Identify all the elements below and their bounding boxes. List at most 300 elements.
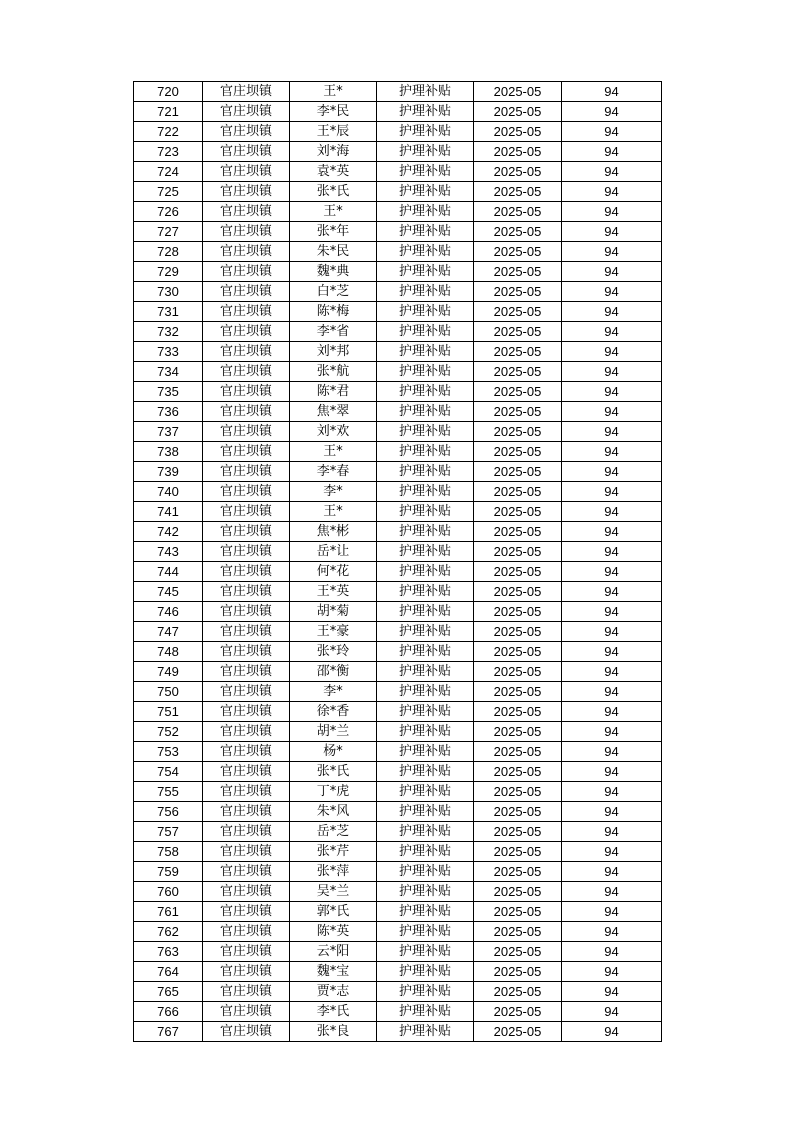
subsidy-type-cell: 护理补贴 [377,782,474,802]
amount-cell: 94 [562,902,662,922]
town-cell: 官庄坝镇 [203,482,290,502]
subsidy-type-cell: 护理补贴 [377,762,474,782]
recipient-name-cell: 陈*君 [290,382,377,402]
row-number-cell: 733 [134,342,203,362]
town-cell: 官庄坝镇 [203,622,290,642]
subsidy-type-cell: 护理补贴 [377,902,474,922]
recipient-name-cell: 王* [290,442,377,462]
month-cell: 2025-05 [474,182,562,202]
recipient-name-cell: 丁*虎 [290,782,377,802]
recipient-name-cell: 陈*梅 [290,302,377,322]
row-number-cell: 738 [134,442,203,462]
table-row [134,302,662,322]
subsidy-type-cell: 护理补贴 [377,942,474,962]
table-row [134,422,662,442]
amount-cell: 94 [562,462,662,482]
recipient-name-cell: 刘*海 [290,142,377,162]
subsidy-type-cell: 护理补贴 [377,1022,474,1042]
row-number-cell: 740 [134,482,203,502]
amount-cell: 94 [562,162,662,182]
subsidy-type-cell: 护理补贴 [377,962,474,982]
row-number-cell: 760 [134,882,203,902]
town-cell: 官庄坝镇 [203,1002,290,1022]
subsidy-type-cell: 护理补贴 [377,322,474,342]
recipient-name-cell: 岳*让 [290,542,377,562]
amount-cell: 94 [562,762,662,782]
row-number-cell: 732 [134,322,203,342]
town-cell: 官庄坝镇 [203,702,290,722]
recipient-name-cell: 魏*宝 [290,962,377,982]
table-row [134,142,662,162]
row-number-cell: 736 [134,402,203,422]
month-cell: 2025-05 [474,642,562,662]
recipient-name-cell: 袁*英 [290,162,377,182]
amount-cell: 94 [562,542,662,562]
town-cell: 官庄坝镇 [203,522,290,542]
subsidy-type-cell: 护理补贴 [377,402,474,422]
row-number-cell: 739 [134,462,203,482]
table-row [134,482,662,502]
town-cell: 官庄坝镇 [203,742,290,762]
town-cell: 官庄坝镇 [203,342,290,362]
subsidy-type-cell: 护理补贴 [377,982,474,1002]
row-number-cell: 757 [134,822,203,842]
amount-cell: 94 [562,782,662,802]
subsidy-type-cell: 护理补贴 [377,802,474,822]
row-number-cell: 753 [134,742,203,762]
month-cell: 2025-05 [474,982,562,1002]
month-cell: 2025-05 [474,762,562,782]
recipient-name-cell: 胡*菊 [290,602,377,622]
table-row [134,902,662,922]
month-cell: 2025-05 [474,962,562,982]
month-cell: 2025-05 [474,262,562,282]
row-number-cell: 748 [134,642,203,662]
month-cell: 2025-05 [474,842,562,862]
table-row [134,602,662,622]
recipient-name-cell: 岳*芝 [290,822,377,842]
month-cell: 2025-05 [474,1002,562,1022]
recipient-name-cell: 张*玲 [290,642,377,662]
town-cell: 官庄坝镇 [203,102,290,122]
recipient-name-cell: 魏*典 [290,262,377,282]
subsidy-type-cell: 护理补贴 [377,382,474,402]
town-cell: 官庄坝镇 [203,202,290,222]
subsidy-type-cell: 护理补贴 [377,542,474,562]
row-number-cell: 751 [134,702,203,722]
month-cell: 2025-05 [474,662,562,682]
month-cell: 2025-05 [474,202,562,222]
subsidy-type-cell: 护理补贴 [377,682,474,702]
table-row [134,342,662,362]
recipient-name-cell: 刘*邦 [290,342,377,362]
amount-cell: 94 [562,522,662,542]
subsidy-type-cell: 护理补贴 [377,222,474,242]
month-cell: 2025-05 [474,782,562,802]
amount-cell: 94 [562,262,662,282]
town-cell: 官庄坝镇 [203,162,290,182]
town-cell: 官庄坝镇 [203,582,290,602]
month-cell: 2025-05 [474,542,562,562]
amount-cell: 94 [562,962,662,982]
table-row [134,942,662,962]
month-cell: 2025-05 [474,462,562,482]
row-number-cell: 762 [134,922,203,942]
subsidy-type-cell: 护理补贴 [377,522,474,542]
town-cell: 官庄坝镇 [203,282,290,302]
table-row [134,82,662,102]
table-row [134,642,662,662]
month-cell: 2025-05 [474,402,562,422]
town-cell: 官庄坝镇 [203,882,290,902]
month-cell: 2025-05 [474,822,562,842]
amount-cell: 94 [562,582,662,602]
recipient-name-cell: 杨* [290,742,377,762]
month-cell: 2025-05 [474,382,562,402]
table-row [134,442,662,462]
town-cell: 官庄坝镇 [203,382,290,402]
amount-cell: 94 [562,102,662,122]
table-row [134,222,662,242]
amount-cell: 94 [562,702,662,722]
table-row [134,662,662,682]
row-number-cell: 747 [134,622,203,642]
month-cell: 2025-05 [474,802,562,822]
recipient-name-cell: 李* [290,482,377,502]
month-cell: 2025-05 [474,242,562,262]
table-row [134,282,662,302]
town-cell: 官庄坝镇 [203,902,290,922]
recipient-name-cell: 李* [290,682,377,702]
recipient-name-cell: 王* [290,82,377,102]
subsidy-type-cell: 护理补贴 [377,502,474,522]
town-cell: 官庄坝镇 [203,82,290,102]
recipient-name-cell: 张*良 [290,1022,377,1042]
table-row [134,962,662,982]
subsidy-type-cell: 护理补贴 [377,742,474,762]
amount-cell: 94 [562,722,662,742]
amount-cell: 94 [562,982,662,1002]
table-row [134,502,662,522]
recipient-name-cell: 张*芹 [290,842,377,862]
subsidy-table [133,81,662,1042]
subsidy-type-cell: 护理补贴 [377,642,474,662]
town-cell: 官庄坝镇 [203,322,290,342]
subsidy-type-cell: 护理补贴 [377,1002,474,1022]
town-cell: 官庄坝镇 [203,222,290,242]
row-number-cell: 731 [134,302,203,322]
table-row [134,802,662,822]
row-number-cell: 728 [134,242,203,262]
table-row [134,322,662,342]
month-cell: 2025-05 [474,122,562,142]
month-cell: 2025-05 [474,722,562,742]
row-number-cell: 723 [134,142,203,162]
row-number-cell: 766 [134,1002,203,1022]
town-cell: 官庄坝镇 [203,982,290,1002]
recipient-name-cell: 李*省 [290,322,377,342]
town-cell: 官庄坝镇 [203,782,290,802]
subsidy-type-cell: 护理补贴 [377,882,474,902]
row-number-cell: 755 [134,782,203,802]
month-cell: 2025-05 [474,902,562,922]
table-row [134,402,662,422]
subsidy-type-cell: 护理补贴 [377,582,474,602]
row-number-cell: 752 [134,722,203,742]
town-cell: 官庄坝镇 [203,962,290,982]
recipient-name-cell: 王*豪 [290,622,377,642]
subsidy-type-cell: 护理补贴 [377,342,474,362]
recipient-name-cell: 刘*欢 [290,422,377,442]
amount-cell: 94 [562,862,662,882]
row-number-cell: 725 [134,182,203,202]
row-number-cell: 721 [134,102,203,122]
row-number-cell: 742 [134,522,203,542]
row-number-cell: 744 [134,562,203,582]
recipient-name-cell: 李*民 [290,102,377,122]
row-number-cell: 761 [134,902,203,922]
month-cell: 2025-05 [474,582,562,602]
subsidy-table-body [134,82,662,1042]
row-number-cell: 726 [134,202,203,222]
amount-cell: 94 [562,662,662,682]
table-row [134,982,662,1002]
subsidy-type-cell: 护理补贴 [377,862,474,882]
subsidy-type-cell: 护理补贴 [377,662,474,682]
town-cell: 官庄坝镇 [203,402,290,422]
month-cell: 2025-05 [474,922,562,942]
month-cell: 2025-05 [474,82,562,102]
town-cell: 官庄坝镇 [203,682,290,702]
month-cell: 2025-05 [474,682,562,702]
row-number-cell: 734 [134,362,203,382]
subsidy-type-cell: 护理补贴 [377,182,474,202]
recipient-name-cell: 张*年 [290,222,377,242]
month-cell: 2025-05 [474,422,562,442]
table-row [134,382,662,402]
table-row [134,682,662,702]
table-row [134,522,662,542]
subsidy-type-cell: 护理补贴 [377,162,474,182]
subsidy-type-cell: 护理补贴 [377,142,474,162]
row-number-cell: 750 [134,682,203,702]
month-cell: 2025-05 [474,942,562,962]
month-cell: 2025-05 [474,502,562,522]
row-number-cell: 735 [134,382,203,402]
town-cell: 官庄坝镇 [203,142,290,162]
amount-cell: 94 [562,942,662,962]
row-number-cell: 741 [134,502,203,522]
row-number-cell: 729 [134,262,203,282]
row-number-cell: 730 [134,282,203,302]
recipient-name-cell: 何*花 [290,562,377,582]
amount-cell: 94 [562,82,662,102]
month-cell: 2025-05 [474,442,562,462]
table-row [134,782,662,802]
town-cell: 官庄坝镇 [203,942,290,962]
table-row [134,1022,662,1042]
subsidy-type-cell: 护理补贴 [377,602,474,622]
subsidy-type-cell: 护理补贴 [377,442,474,462]
subsidy-type-cell: 护理补贴 [377,622,474,642]
subsidy-type-cell: 护理补贴 [377,242,474,262]
recipient-name-cell: 郭*氏 [290,902,377,922]
amount-cell: 94 [562,682,662,702]
row-number-cell: 724 [134,162,203,182]
recipient-name-cell: 张*航 [290,362,377,382]
town-cell: 官庄坝镇 [203,762,290,782]
table-row [134,722,662,742]
amount-cell: 94 [562,482,662,502]
town-cell: 官庄坝镇 [203,602,290,622]
amount-cell: 94 [562,882,662,902]
table-row [134,162,662,182]
month-cell: 2025-05 [474,702,562,722]
row-number-cell: 764 [134,962,203,982]
table-row [134,202,662,222]
month-cell: 2025-05 [474,142,562,162]
recipient-name-cell: 王* [290,202,377,222]
amount-cell: 94 [562,302,662,322]
town-cell: 官庄坝镇 [203,1022,290,1042]
amount-cell: 94 [562,1022,662,1042]
row-number-cell: 727 [134,222,203,242]
subsidy-type-cell: 护理补贴 [377,82,474,102]
amount-cell: 94 [562,122,662,142]
subsidy-type-cell: 护理补贴 [377,302,474,322]
amount-cell: 94 [562,222,662,242]
town-cell: 官庄坝镇 [203,802,290,822]
subsidy-type-cell: 护理补贴 [377,822,474,842]
month-cell: 2025-05 [474,602,562,622]
row-number-cell: 754 [134,762,203,782]
table-row [134,922,662,942]
recipient-name-cell: 邵*衡 [290,662,377,682]
subsidy-type-cell: 护理补贴 [377,362,474,382]
recipient-name-cell: 王*辰 [290,122,377,142]
row-number-cell: 737 [134,422,203,442]
month-cell: 2025-05 [474,522,562,542]
row-number-cell: 720 [134,82,203,102]
town-cell: 官庄坝镇 [203,302,290,322]
amount-cell: 94 [562,322,662,342]
table-row [134,742,662,762]
table-row [134,582,662,602]
recipient-name-cell: 焦*彬 [290,522,377,542]
table-row [134,882,662,902]
amount-cell: 94 [562,802,662,822]
amount-cell: 94 [562,382,662,402]
town-cell: 官庄坝镇 [203,842,290,862]
subsidy-type-cell: 护理补贴 [377,102,474,122]
row-number-cell: 756 [134,802,203,822]
month-cell: 2025-05 [474,282,562,302]
table-row [134,122,662,142]
amount-cell: 94 [562,822,662,842]
town-cell: 官庄坝镇 [203,862,290,882]
amount-cell: 94 [562,622,662,642]
town-cell: 官庄坝镇 [203,642,290,662]
subsidy-type-cell: 护理补贴 [377,482,474,502]
month-cell: 2025-05 [474,882,562,902]
amount-cell: 94 [562,202,662,222]
table-row [134,542,662,562]
row-number-cell: 767 [134,1022,203,1042]
row-number-cell: 743 [134,542,203,562]
recipient-name-cell: 张*萍 [290,862,377,882]
table-row [134,242,662,262]
table-row [134,1002,662,1022]
table-row [134,622,662,642]
table-row [134,102,662,122]
town-cell: 官庄坝镇 [203,562,290,582]
town-cell: 官庄坝镇 [203,262,290,282]
subsidy-type-cell: 护理补贴 [377,422,474,442]
table-row [134,562,662,582]
amount-cell: 94 [562,242,662,262]
recipient-name-cell: 陈*英 [290,922,377,942]
recipient-name-cell: 吴*兰 [290,882,377,902]
town-cell: 官庄坝镇 [203,662,290,682]
month-cell: 2025-05 [474,622,562,642]
amount-cell: 94 [562,502,662,522]
recipient-name-cell: 王*英 [290,582,377,602]
town-cell: 官庄坝镇 [203,362,290,382]
table-row [134,822,662,842]
recipient-name-cell: 云*阳 [290,942,377,962]
town-cell: 官庄坝镇 [203,422,290,442]
town-cell: 官庄坝镇 [203,182,290,202]
subsidy-type-cell: 护理补贴 [377,922,474,942]
row-number-cell: 765 [134,982,203,1002]
subsidy-type-cell: 护理补贴 [377,702,474,722]
subsidy-type-cell: 护理补贴 [377,282,474,302]
town-cell: 官庄坝镇 [203,502,290,522]
subsidy-type-cell: 护理补贴 [377,562,474,582]
amount-cell: 94 [562,282,662,302]
amount-cell: 94 [562,602,662,622]
subsidy-type-cell: 护理补贴 [377,122,474,142]
recipient-name-cell: 贾*志 [290,982,377,1002]
amount-cell: 94 [562,422,662,442]
month-cell: 2025-05 [474,102,562,122]
table-row [134,762,662,782]
recipient-name-cell: 李*春 [290,462,377,482]
town-cell: 官庄坝镇 [203,542,290,562]
row-number-cell: 745 [134,582,203,602]
table-row [134,842,662,862]
subsidy-type-cell: 护理补贴 [377,202,474,222]
town-cell: 官庄坝镇 [203,242,290,262]
table-row [134,462,662,482]
table-row [134,702,662,722]
subsidy-type-cell: 护理补贴 [377,262,474,282]
amount-cell: 94 [562,842,662,862]
row-number-cell: 722 [134,122,203,142]
month-cell: 2025-05 [474,342,562,362]
amount-cell: 94 [562,402,662,422]
month-cell: 2025-05 [474,302,562,322]
amount-cell: 94 [562,342,662,362]
month-cell: 2025-05 [474,482,562,502]
subsidy-type-cell: 护理补贴 [377,462,474,482]
recipient-name-cell: 徐*香 [290,702,377,722]
row-number-cell: 763 [134,942,203,962]
month-cell: 2025-05 [474,322,562,342]
row-number-cell: 759 [134,862,203,882]
recipient-name-cell: 朱*风 [290,802,377,822]
month-cell: 2025-05 [474,222,562,242]
